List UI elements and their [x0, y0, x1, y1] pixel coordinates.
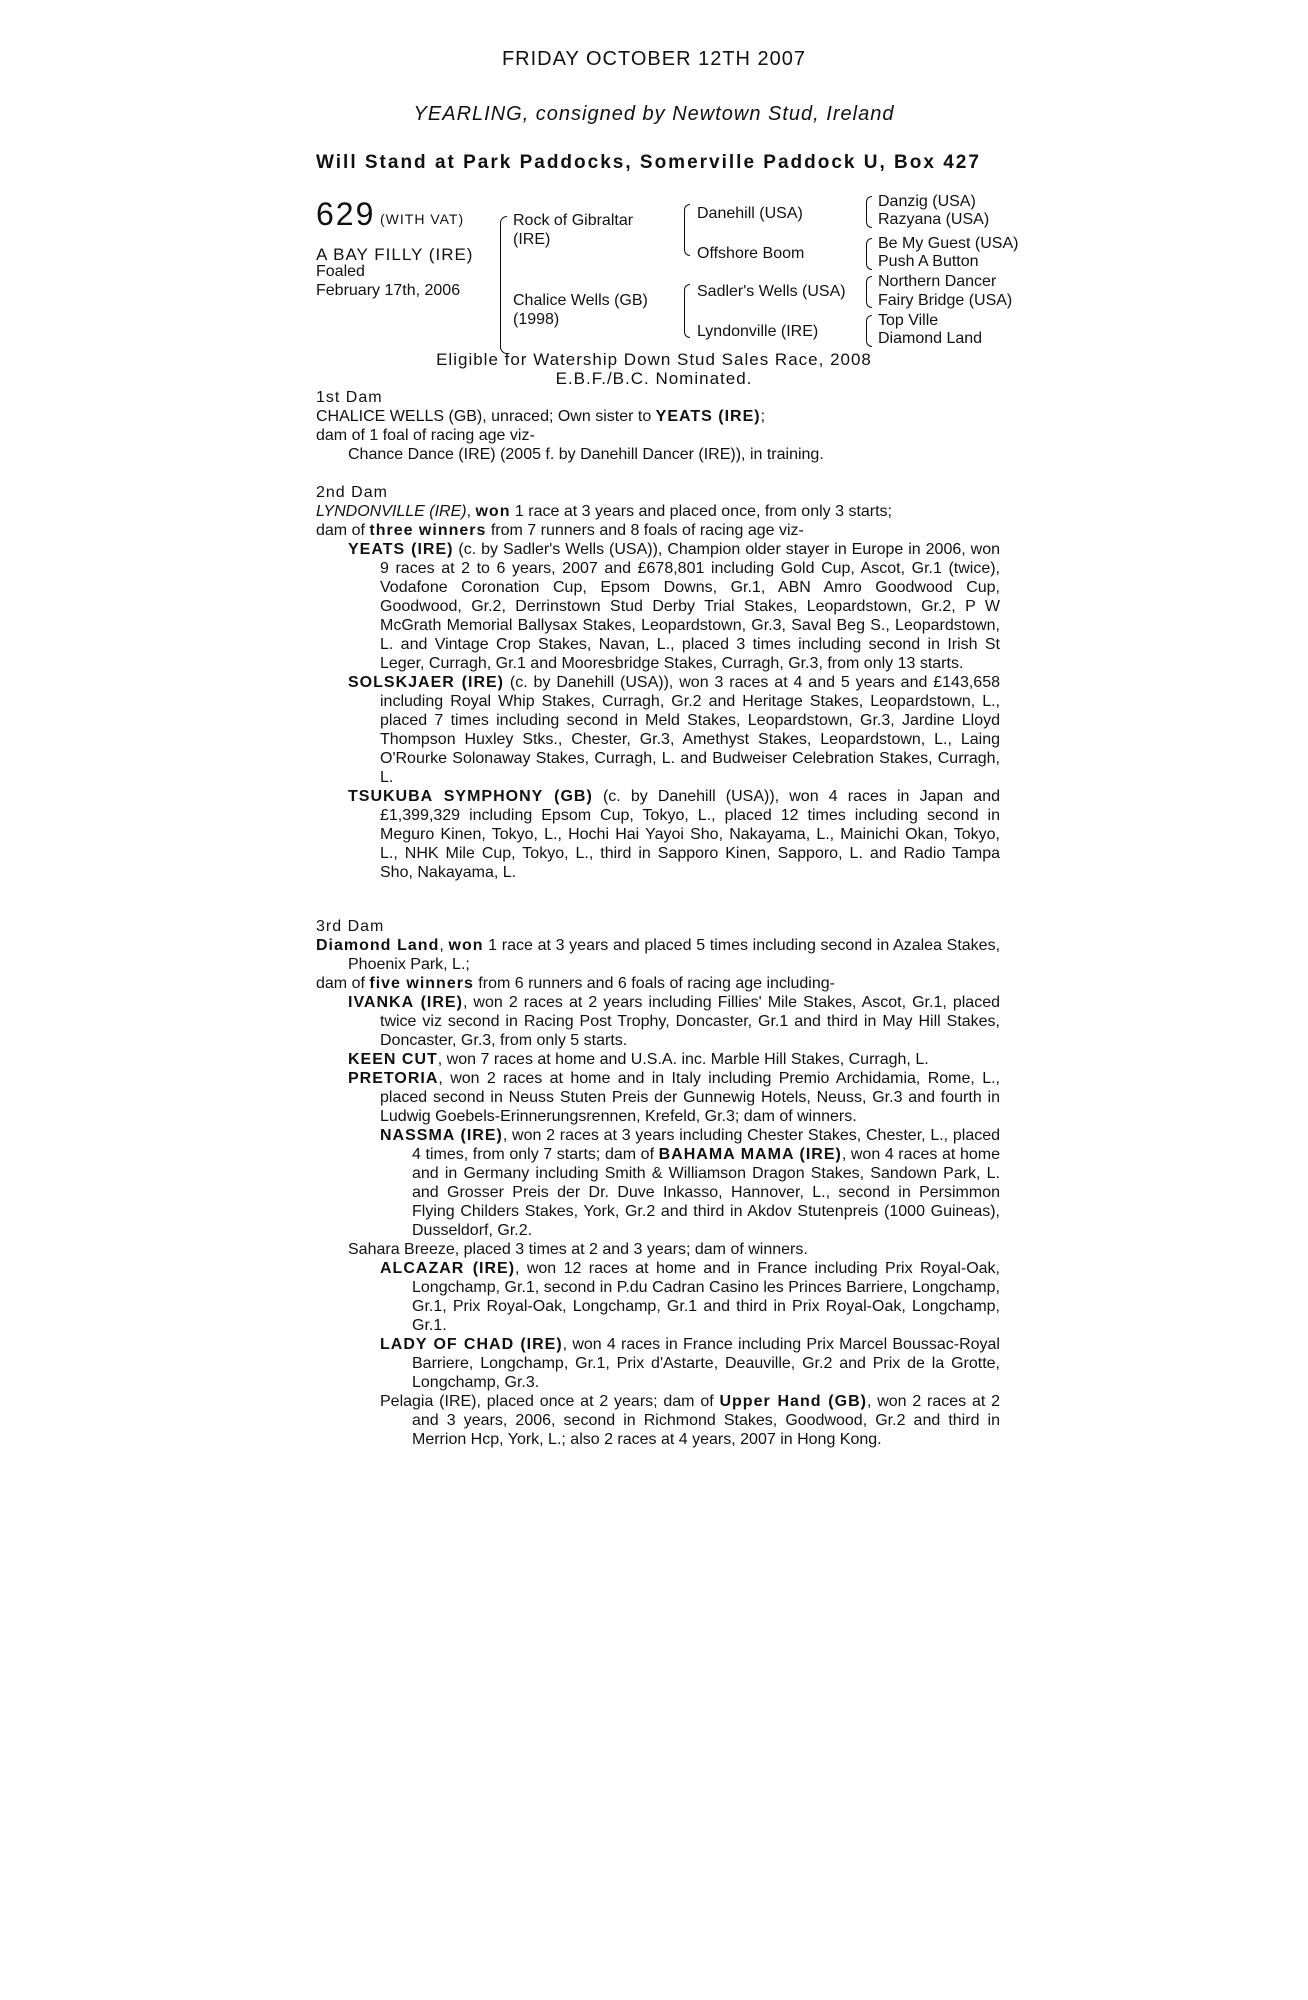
first-dam-foals: dam of 1 foal of racing age viz-	[316, 427, 535, 444]
first-dam-line: CHALICE WELLS (GB), unraced; Own sister to YEATS (IRE);	[316, 408, 766, 425]
progeny-pelagia: Pelagia (IRE), placed once at 2 years; dam of Upper Hand (GB), won 2 races at 2 and 3 years, 2006, second in Richmond Stakes, Goodwood, Gr.2 and third in Merrion Hcp, York, L.; also 2 races at 4 years, 2007 in Hong Kong.	[380, 1393, 1001, 1448]
progeny-yeats: YEATS (IRE) (c. by Sadler's Wells (USA)), Champion older stayer in Europe in 2006, won 9 races at 2 to 6 years, 2007 and £678,801 including Gold Cup, Ascot, Gr.1 (twice), Vodafone Coronation Cup, Epsom Downs, Gr.1, ABN Amro Goodwood Cup, Goodwood, Gr.2, Derrinstown Stud Derby Trial Stakes, Leopardstown, Gr.2, P W McGrath Memorial Ballysax Stakes, Leopardstown, Gr.3, Saval Beg S., Leopardstown, L. and Vintage Crop Stakes, Navan, L., placed 3 times including second in Irish St Leger, Curragh, Gr.1 and Mooresbridge Stakes, Curragh, Gr.3, from only 13 starts.	[348, 541, 1000, 672]
second-dam-section	[316, 483, 1000, 882]
dam-dam: Lyndonville (IRE)	[697, 323, 819, 340]
eligibility-line-1: Eligible for Watership Down Stud Sales Race, 2008	[436, 350, 872, 369]
ancestor-g1: Danzig (USA)	[878, 193, 976, 210]
sale-date: FRIDAY OCTOBER 12TH 2007	[501, 48, 807, 70]
sire-dam: Offshore Boom	[697, 245, 805, 262]
eligibility-note	[0, 350, 1308, 388]
third-dam-record: Diamond Land, won 1 race at 3 years and placed 5 times including second in Azalea Stakes, Phoenix Park, L.;	[316, 937, 1001, 973]
ancestor-g8: Diamond Land	[878, 330, 983, 347]
foaled-label: Foaled	[316, 263, 365, 280]
third-dam-heading: 3rd Dam	[316, 918, 385, 935]
ancestor-g4: Push A Button	[878, 253, 979, 270]
third-dam-section	[316, 917, 1000, 1449]
progeny-pretoria: PRETORIA, won 2 races at home and in Italy including Premio Archidamia, Rome, L., placed second in Neuss Stuten Preis der Gunnewig Hotels, Neuss, Gr.3 and fourth in Ludwig Goebels-Erinnerungsrennen, Krefeld, Gr.3; dam of winners.	[348, 1070, 1000, 1125]
first-dam-heading: 1st Dam	[316, 389, 383, 406]
ancestor-g3: Be My Guest (USA)	[878, 235, 1019, 252]
lot-name: A BAY FILLY (IRE)	[316, 245, 474, 264]
ancestor-g7: Top Ville	[878, 312, 939, 329]
ancestor-g5: Northern Dancer	[878, 273, 997, 290]
pedigree-brace-g3	[866, 276, 872, 308]
second-dam-heading: 2nd Dam	[316, 484, 388, 501]
progeny-keen-cut: KEEN CUT, won 7 races at home and U.S.A. inc. Marble Hill Stakes, Curragh, L.	[348, 1051, 929, 1068]
pedigree-brace-sire	[684, 204, 690, 256]
dam-year: (1998)	[513, 311, 560, 328]
progeny-lady-of-chad: LADY OF CHAD (IRE), won 4 races in France including Prix Marcel Boussac-Royal Barriere, Longchamp, Gr.1, Prix d'Astarte, Deauville, Gr.2 and Prix de la Grotte, Longchamp, Gr.3.	[380, 1336, 1000, 1391]
sire-sire: Danehill (USA)	[697, 205, 803, 222]
lot-number: 629	[316, 196, 376, 232]
ancestor-g6: Fairy Bridge (USA)	[878, 292, 1013, 309]
progeny-ivanka: IVANKA (IRE), won 2 races at 2 years including Fillies' Mile Stakes, Ascot, Gr.1, placed twice viz second in Racing Post Trophy, Doncaster, Gr.1 and third in May Hill Stakes, Doncaster, Gr.3, from only 5 starts.	[348, 994, 1000, 1049]
first-dam-sibling: YEATS (IRE)	[655, 408, 761, 425]
progeny-solskjaer: SOLSKJAER (IRE) (c. by Danehill (USA)), won 3 races at 4 and 5 years and £143,658 including Royal Whip Stakes, Curragh, Gr.2 and Heritage Stakes, Leopardstown, L., placed 7 times including second in Meld Stakes, Leopardstown, Gr.3, Jardine Lloyd Thompson Huxley Stks., Chester, Gr.3, Amethyst Stakes, Leopardstown, L., Laing O'Rourke Solonaway Stakes, Curragh, L. and Budweiser Celebration Stakes, Curragh, L.	[348, 674, 1000, 786]
progeny-alcazar: ALCAZAR (IRE), won 12 races at home and in France including Prix Royal-Oak, Longchamp, Gr.1, second in P.du Cadran Casino les Princes Barriere, Longchamp, Gr.1, Prix Royal-Oak, Longchamp, Gr.1 and third in Prix Royal-Oak, Longchamp, Gr.1.	[380, 1260, 1000, 1334]
pedigree-brace-g4	[866, 315, 872, 347]
pedigree-brace-dam	[684, 284, 690, 338]
sire-name: Rock of Gibraltar	[513, 212, 634, 229]
second-dam-record: LYNDONVILLE (IRE), won 1 race at 3 years and placed once, from only 3 starts;	[316, 503, 892, 520]
progeny-sahara-breeze: Sahara Breeze, placed 3 times at 2 and 3 years; dam of winners.	[348, 1241, 808, 1258]
eligibility-line-2: E.B.F./B.C. Nominated.	[555, 369, 753, 388]
sire-origin: (IRE)	[513, 231, 551, 248]
consignment-line: YEARLING, consigned by Newtown Stud, Ireland	[413, 103, 895, 125]
progeny-tsukuba-symphony: TSUKUBA SYMPHONY (GB) (c. by Danehill (USA)), won 4 races in Japan and £1,399,329 including Epsom Cup, Tokyo, L., placed 12 times including second in Meguro Kinen, Tokyo, L., Hochi Hai Yayoi Sho, Nakayama, L., Mainichi Okan, Tokyo, L., NHK Mile Cup, Tokyo, L., third in Sapporo Kinen, Sapporo, L. and Radio Tampa Sho, Nakayama, L.	[348, 788, 1000, 881]
pedigree-brace-g2	[866, 238, 872, 270]
third-dam-produce: dam of five winners from 6 runners and 6 foals of racing age including-	[316, 975, 835, 992]
second-dam-produce: dam of three winners from 7 runners and 8 foals of racing age viz-	[316, 522, 804, 539]
first-dam-section	[316, 388, 1000, 464]
progeny-nassma: NASSMA (IRE), won 2 races at 3 years including Chester Stakes, Chester, L., placed 4 times, from only 7 starts; dam of BAHAMA MAMA (IRE), won 4 races at home and in Germany including Smith & Williamson Dragon Stakes, Sandown Park, L. and Grosser Preis der Dr. Duve Inkasso, Hannover, L., second in Persimmon Flying Childers Stakes, York, Gr.2 and third in Akdov Stutenpreis (1000 Guineas), Dusseldorf, Gr.2.	[380, 1127, 1001, 1239]
pedigree-brace-main	[500, 216, 507, 354]
dam-name: Chalice Wells (GB)	[513, 292, 648, 309]
lot-vat-note: (WITH VAT)	[380, 211, 465, 227]
stand-location: Will Stand at Park Paddocks, Somerville Paddock U, Box 427	[316, 152, 981, 173]
foaled-date: February 17th, 2006	[316, 282, 461, 299]
first-dam-progeny: Chance Dance (IRE) (2005 f. by Danehill Dancer (IRE)), in training.	[348, 446, 824, 463]
dam-sire: Sadler's Wells (USA)	[697, 283, 846, 300]
pedigree-brace-g1	[866, 196, 872, 228]
ancestor-g2: Razyana (USA)	[878, 211, 990, 228]
